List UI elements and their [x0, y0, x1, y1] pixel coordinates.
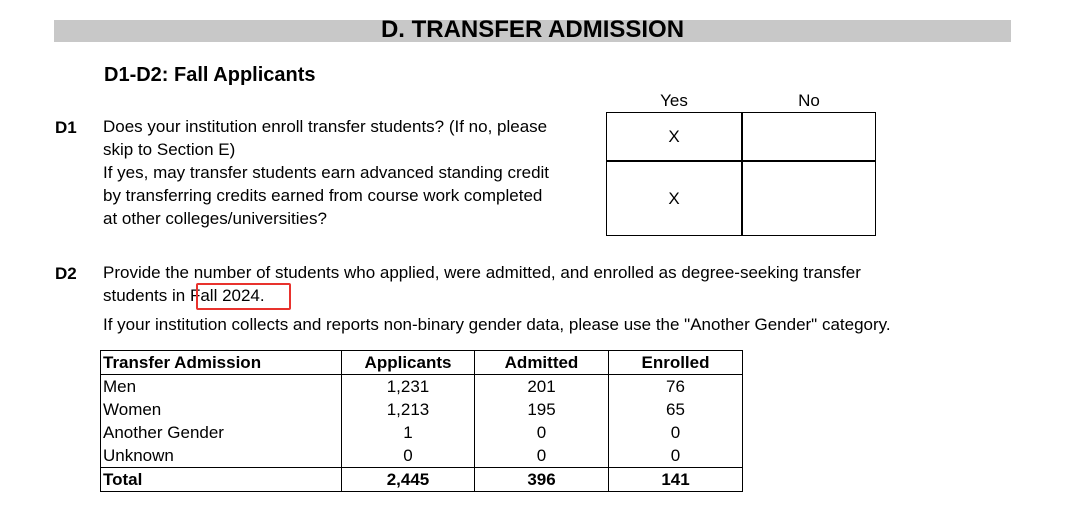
d2-term: Fall 2024. [189, 286, 265, 305]
no-header: No [798, 91, 820, 110]
yes-header: Yes [660, 91, 688, 110]
d1-text [103, 115, 549, 230]
d2-label: D2 [55, 264, 77, 283]
table-cell: 1,213 [342, 398, 475, 421]
table-cell: 0 [609, 444, 743, 468]
table-row [101, 444, 743, 468]
table-cell: Women [101, 398, 342, 421]
table-row [101, 375, 743, 399]
d1-q1-yes-cell: X [668, 127, 680, 146]
d1-line: by transferring credits earned from course work completed [103, 186, 543, 205]
table-header: Enrolled [609, 351, 743, 375]
table-cell: 195 [475, 398, 609, 421]
table-cell: Another Gender [101, 421, 342, 444]
table-cell: 141 [609, 468, 743, 492]
d1-line: Does your institution enroll transfer students? (If no, please [103, 117, 548, 136]
subsection-title: D1-D2: Fall Applicants [104, 64, 316, 86]
highlight-box [196, 283, 291, 310]
d2-line2-prefix: students in [103, 286, 190, 305]
table-row [101, 398, 743, 421]
d1-label: D1 [55, 118, 77, 137]
table-cell: Total [101, 468, 342, 492]
table-cell: 0 [609, 421, 743, 444]
table-header: Applicants [342, 351, 475, 375]
yes-no-grid [606, 112, 876, 236]
table-cell: 0 [342, 444, 475, 468]
table-header-row [101, 351, 743, 375]
table-row [101, 421, 743, 444]
table-cell: Men [101, 375, 342, 399]
d2-line1: Provide the number of students who applied, were admitted, and enrolled as degree-seeking transfer [103, 263, 861, 282]
d1-line: If yes, may transfer students earn advanced standing credit [103, 163, 550, 182]
d1-line: at other colleges/universities? [103, 209, 327, 228]
table-header: Transfer Admission [101, 351, 342, 375]
table-cell: 0 [475, 421, 609, 444]
table-cell: 396 [475, 468, 609, 492]
table-cell: 76 [609, 375, 743, 399]
table-header: Admitted [475, 351, 609, 375]
table-cell: 201 [475, 375, 609, 399]
transfer-admission-table [100, 350, 743, 492]
section-title: D. TRANSFER ADMISSION [380, 16, 685, 43]
table-cell: 65 [609, 398, 743, 421]
table-cell: Unknown [101, 444, 342, 468]
table-cell: 2,445 [342, 468, 475, 492]
d1-line: skip to Section E) [103, 140, 236, 159]
d2-line3: If your institution collects and reports non-binary gender data, please use the "Another Gender" category. [103, 315, 891, 334]
table-cell: 0 [475, 444, 609, 468]
d1-q2-yes-cell: X [668, 189, 680, 208]
table-cell: 1 [342, 421, 475, 444]
table-total-row [101, 468, 743, 492]
table-cell: 1,231 [342, 375, 475, 399]
